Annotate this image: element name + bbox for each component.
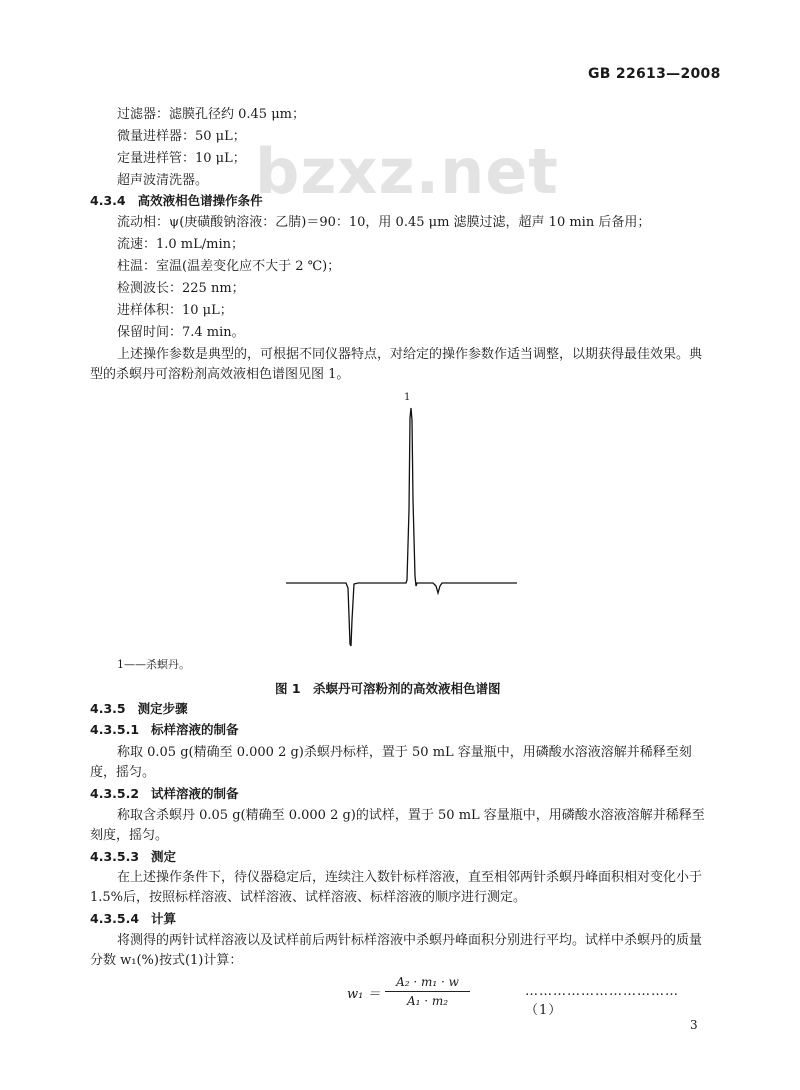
- section-title: 测定步骤: [137, 701, 188, 716]
- section-title: 测定: [151, 849, 177, 864]
- equipment-ultrasonic: 超声波清洗器。: [117, 173, 209, 188]
- chromatogram-figure: [280, 390, 525, 650]
- condition-column-temp: 柱温：室温(温差变化应不大于 2 ℃)；: [117, 259, 341, 274]
- section-number: 4.3.5.1: [90, 722, 140, 737]
- equipment-microsyringe: 微量进样器：50 μL；: [117, 129, 246, 144]
- equipment-filter: 过滤器：滤膜孔径约 0.45 μm；: [117, 107, 305, 122]
- page-number: 3: [690, 1018, 698, 1032]
- equation-number: ……………………………（1）: [525, 984, 679, 1018]
- formula-numerator: A₂ · m₁ · w: [396, 975, 459, 989]
- section-4-3-4-heading: [90, 192, 263, 210]
- section-number: 4.3.4: [90, 193, 126, 208]
- figure-caption: 图 1 杀螟丹可溶粉剂的高效液相色谱图: [275, 681, 501, 696]
- section-number: 4.3.5.3: [90, 849, 140, 864]
- section-4-3-5-4-heading: [90, 910, 176, 928]
- condition-wavelength: 检测波长：225 nm；: [117, 281, 245, 296]
- condition-mobile-phase: 流动相：ψ(庚磺酸钠溶液：乙腈)＝90：10，用 0.45 μm 滤膜过滤，超声 10 min 后备用；: [117, 215, 651, 230]
- section-number: 4.3.5: [90, 701, 126, 716]
- paragraph-sample-solution: 称取含杀螟丹 0.05 g(精确至 0.000 2 g)的试样，置于 50 mL 容量瓶中，用磷酸水溶液溶解并稀释至刻度，摇匀。: [90, 808, 705, 843]
- section-4-3-5-heading: [90, 700, 188, 718]
- formula-lhs: w₁ ＝: [347, 987, 381, 1002]
- section-title: 标样溶液的制备: [151, 722, 239, 737]
- watermark: bzxz.net: [255, 135, 559, 208]
- section-4-3-5-1-heading: [90, 721, 239, 739]
- formula-1: [347, 974, 707, 1018]
- section-4-3-5-2-heading: [90, 785, 239, 803]
- section-title: 计算: [151, 911, 177, 926]
- paragraph-determination: 在上述操作条件下，待仪器稳定后，连续注入数针标样溶液，直至相邻两针杀螟丹峰面积相对变化小于 1.5%后，按照标样溶液、试样溶液、试样溶液、标样溶液的顺序进行测定。: [90, 870, 703, 905]
- section-number: 4.3.5.2: [90, 786, 140, 801]
- figure-legend: 1——杀螟丹。: [117, 658, 190, 671]
- section-number: 4.3.5.4: [90, 911, 140, 926]
- paragraph-calculation: 将测得的两针试样溶液以及试样前后两针标样溶液中杀螟丹峰面积分别进行平均。试样中杀螟丹的质量分数 w₁(%)按式(1)计算：: [90, 933, 703, 968]
- paragraph-standard-solution: 称取 0.05 g(精确至 0.000 2 g)杀螟丹标样，置于 50 mL 容量瓶中，用磷酸水溶液溶解并稀释至刻度，摇匀。: [90, 745, 692, 780]
- condition-retention-time: 保留时间：7.4 min。: [117, 325, 245, 340]
- standard-number: GB 22613—2008: [588, 66, 721, 82]
- paragraph-parameters: 上述操作参数是典型的，可根据不同仪器特点，对给定的操作参数作适当调整，以期获得最佳效果。典型的杀螟丹可溶粉剂高效液相色谱图见图 1。: [90, 347, 703, 382]
- equipment-sample-loop: 定量进样管：10 μL；: [117, 151, 246, 166]
- condition-injection-volume: 进样体积：10 μL；: [117, 303, 233, 318]
- section-title: 试样溶液的制备: [151, 786, 239, 801]
- condition-flow-rate: 流速：1.0 mL/min；: [117, 237, 245, 252]
- peak-label: 1: [404, 392, 411, 403]
- formula-fraction: [385, 974, 470, 1009]
- section-4-3-5-3-heading: [90, 848, 176, 866]
- section-title: 高效液相色谱操作条件: [137, 193, 263, 208]
- fraction-bar: [385, 991, 470, 992]
- formula-denominator: A₁ · m₂: [406, 994, 449, 1008]
